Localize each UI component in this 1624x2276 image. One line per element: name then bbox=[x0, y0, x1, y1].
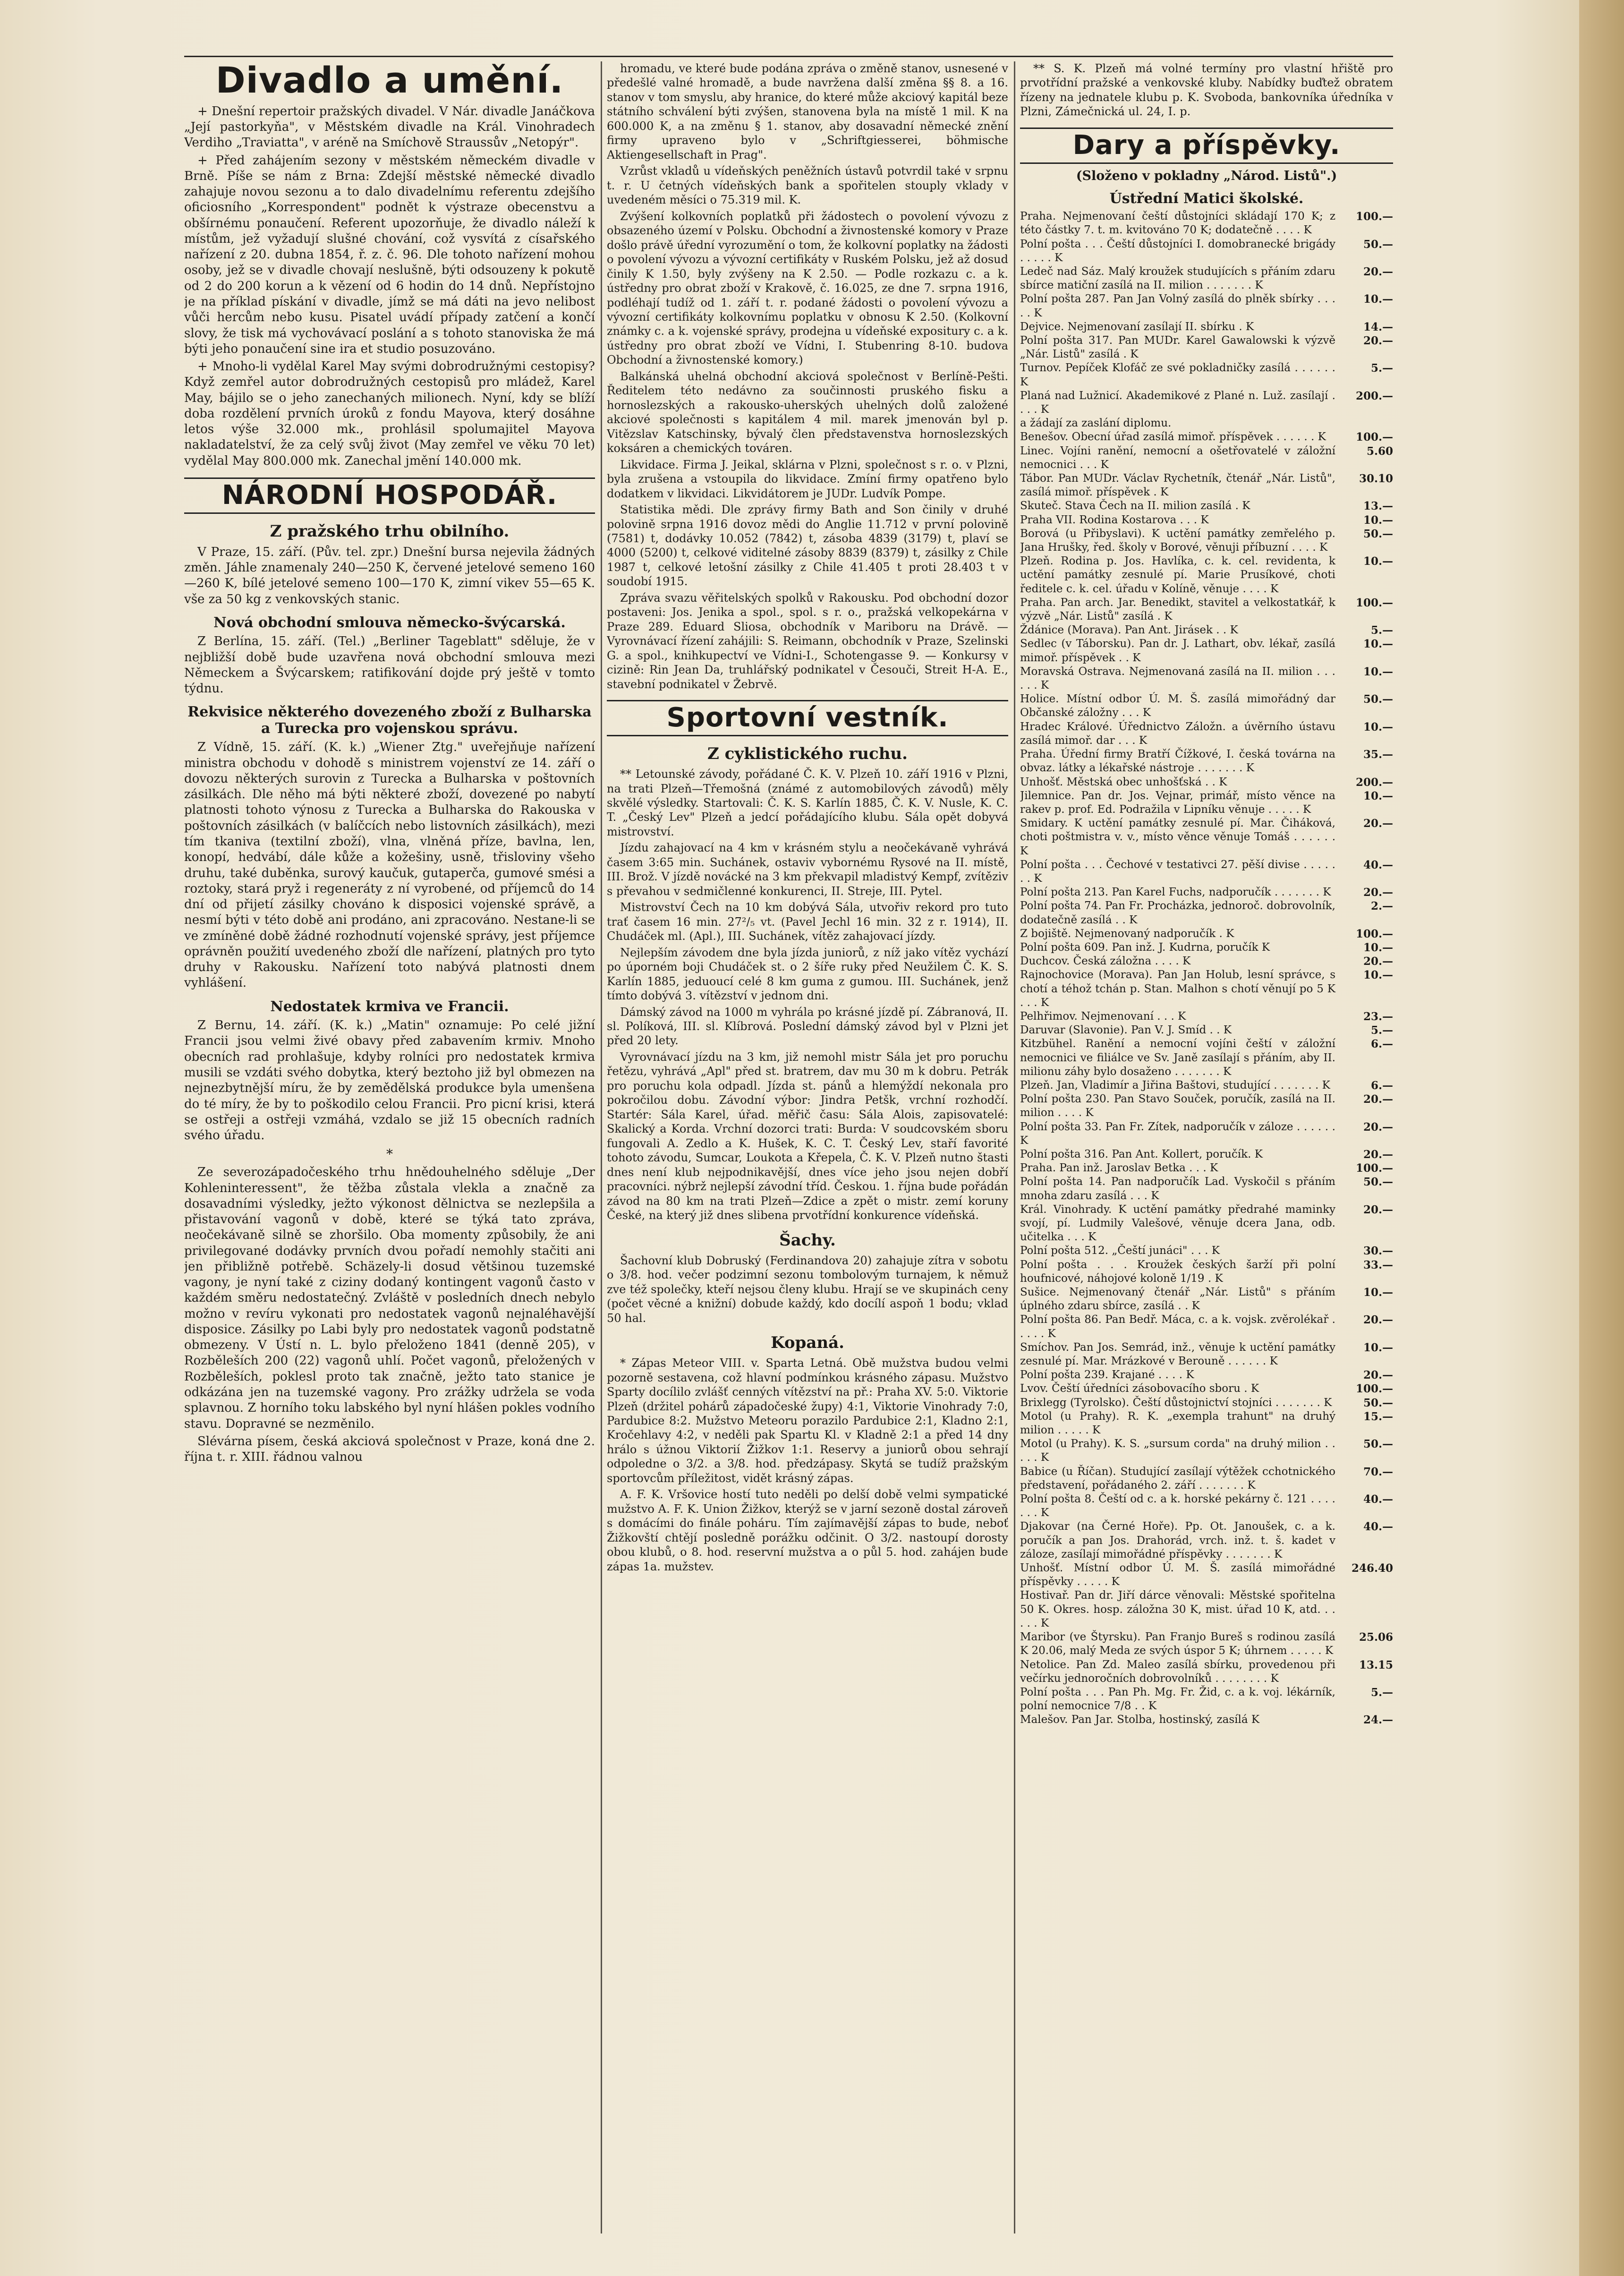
donation-text: Djakovar (na Černé Hoře). Pp. Ot. Janoušek, c. a k. poručík a pan Jos. Drahorád, vrch. inž. t. š. kadet v záloze, zasílají mimořádné příspěvky . . . . . . . K bbox=[1020, 1520, 1335, 1560]
donation-text: Polní pošta 14. Pan nadporučík Lad. Vyskočil s přáním mnoha zdaru zasílá . . . K bbox=[1020, 1176, 1335, 1202]
donation-amount: 10.— bbox=[1363, 720, 1393, 733]
donation-text: Polní pošta 230. Pan Stavo Souček, poručík, zasílá na II. milion . . . . K bbox=[1020, 1093, 1335, 1119]
article-paragraph: Z Berlína, 15. září. (Tel.) „Berliner Tageblatt" sděluje, že v nejbližší době bude uzavřena nová obchodní smlouva mezi Německem a Švýcarskem; ratifikování dojde prý ještě v tomto týdnu. bbox=[184, 634, 595, 696]
donation-entry bbox=[1020, 927, 1393, 941]
donation-amount: 6.— bbox=[1370, 1038, 1393, 1051]
donation-amount: 10.— bbox=[1363, 941, 1393, 954]
donation-amount: 13.15 bbox=[1359, 1658, 1393, 1671]
article-paragraph: A. F. K. Vršovice hostí tuto neděli po delší době velmi sympatické mužstvo A. F. K. Union Žižkov, kterýž se v jarní sezoně dostal zároveň s domácími do finále poháru. Tím zajímavější zápas to bude, neboť Žižkovští chtějí posledně porážku odčinit. O 3/2. nastoupí dorosty obou klubů, o 8. hod. reservní mužstva a o půl 5. hod. zahájen bude zápas 1a. mužstev. bbox=[607, 1488, 1008, 1573]
donation-entry bbox=[1020, 361, 1393, 389]
donation-amount: 20.— bbox=[1363, 1148, 1393, 1161]
donation-entry bbox=[1020, 1023, 1393, 1037]
donation-text: Motol (u Prahy). R. K. „exempla trahunt" na druhý milion . . . . . K bbox=[1020, 1410, 1335, 1437]
donation-entry bbox=[1020, 265, 1393, 292]
donation-amount: 20.— bbox=[1363, 817, 1393, 830]
donation-text: Lvov. Čeští úředníci zásobovacího sboru . K bbox=[1020, 1382, 1259, 1395]
article-paragraph: Dámský závod na 1000 m vyhrála po krásné jízdě pí. Zábranová, II. sl. Políková, III. sl. Klíbrová. Poslední dámský závod byl v Plzni jet před 20 lety. bbox=[607, 1005, 1008, 1048]
donation-text: Polní pošta 86. Pan Bedř. Máca, c. a k. vojsk. zvěrolékař . . . . . K bbox=[1020, 1313, 1335, 1340]
donation-text: Smidary. K uctění památky zesnulé pí. Mar. Čiháková, choti poštmistra v. v., místo věnce věnuje Tomáš . . . . . . K bbox=[1020, 817, 1335, 857]
article-paragraph: Balkánská uhelná obchodní akciová společnost v Berlíně-Pešti. Ředitelem této nedávno za součinnosti pruského fisku a hornoslezských a rakousko-uherských uhelných dolů založené akciové společnosti s kapitálem 4 mil. marek jmenován byl p. Vitězslav Katschinsky, bývalý člen představenstva hornoslezských koksáren a chemických továren. bbox=[607, 369, 1008, 455]
donation-amount: 20.— bbox=[1363, 1313, 1393, 1327]
donation-entry bbox=[1020, 1520, 1393, 1561]
article-heading: Nová obchodní smlouva německo-švýcarská. bbox=[213, 614, 566, 631]
article-heading: Rekvisice některého dovezeného zboží z Bulharska a Turecka pro vojenskou správu. bbox=[187, 704, 592, 737]
donation-amount: 30.10 bbox=[1359, 472, 1393, 486]
donation-entry bbox=[1020, 1161, 1393, 1175]
donation-text: Polní pošta 239. Krajané . . . . K bbox=[1020, 1369, 1194, 1381]
donation-text: Skuteč. Stava Čech na II. milion zasílá . K bbox=[1020, 500, 1250, 512]
donation-text: Polní pošta 213. Pan Karel Fuchs, nadporučík . . . . . . . K bbox=[1020, 886, 1331, 899]
donation-amount: 5.60 bbox=[1366, 444, 1393, 458]
donation-text: Král. Vinohrady. K uctění památky předrahé maminky svojí, pí. Ludmily Valešové, věnuje dcera Jana, odb. učitelka . . . K bbox=[1020, 1203, 1335, 1244]
article-heading: Šachy. bbox=[779, 1230, 836, 1250]
donation-entry bbox=[1020, 1037, 1393, 1079]
donation-amount: 30.— bbox=[1363, 1245, 1393, 1258]
donation-text: Kitzbühel. Ranění a nemocní vojíni čeští v záložní nemocnici ve filiálce ve Sv. Janě zasílají s přáním, aby II. milionu záhy bylo dosaženo . . . . . . . K bbox=[1020, 1038, 1335, 1078]
donation-entry bbox=[1020, 1203, 1393, 1245]
article-paragraph: Zpráva svazu věřitelských spolků v Rakousku. Pod obchodní dozor postaveni: Jos. Jenika a spol., spol. s r. o., pražská velkopekárna v Praze 289. Eduard Sliosa, obchodník v Mariboru na Drávě. — Vyrovnávací řízení zahájili: S. Reimann, obchodník v Praze, Szelinski G. a spol., knihkupectví ve Vídni-I., Schotengasse 9. — Konkursy v cizině: Rin Jean Da, truhlářský podnikatel v Česouči, Streit H-A. E., stavební podnikatel v Žebrvě. bbox=[607, 591, 1008, 691]
article-heading: Z cyklistického ruchu. bbox=[707, 744, 908, 763]
donation-text: Polní pošta 74. Pan Fr. Procházka, jednoroč. dobrovolník, dodatečně zasílá . . K bbox=[1020, 900, 1335, 926]
column-rule bbox=[601, 61, 602, 2233]
donation-amount: 5.— bbox=[1370, 624, 1393, 637]
donation-amount: 20.— bbox=[1363, 1369, 1393, 1382]
article-paragraph: Nejlepším závodem dne byla jízda juniorů, z níž jako vítěz vychází po úporném boji Chudáček st. o 2 šíře ruky před Neužilem Č. K. S. Karlín 1885, jeduoucí celé 8 km guma z gumou. III. Suchánek, jenž tímto dobývá 3. vítězství v jednom dni. bbox=[607, 946, 1008, 1003]
donation-text: Praha. Pan arch. Jar. Benedikt, stavitel a velkostatkář, k výzvě „Nár. Listů" zasílá . K bbox=[1020, 596, 1335, 623]
article-heading: Ústřední Matici školské. bbox=[1109, 190, 1304, 207]
donation-amount: 100.— bbox=[1355, 210, 1393, 223]
section-subheading: (Složeno v pokladny „Národ. Listů".) bbox=[1076, 168, 1337, 183]
donation-text: Rajnochovice (Morava). Pan Jan Holub, lesní správce, s chotí a téhož tchán p. Stan. Malhon s chotí věnují po 5 K . . . K bbox=[1020, 969, 1335, 1009]
donation-amount: 2.— bbox=[1370, 900, 1393, 913]
article-heading: Kopaná. bbox=[771, 1333, 844, 1353]
donation-entry bbox=[1020, 623, 1393, 637]
donation-text: Netolice. Pan Zd. Maleo zasílá sbírku, provedenou při večírku jednoročních dobrovolníků . . . . . . . . K bbox=[1020, 1658, 1335, 1685]
donation-text: Praha. Pan inž. Jaroslav Betka . . . K bbox=[1020, 1162, 1218, 1175]
donation-amount: 33.— bbox=[1363, 1258, 1393, 1271]
donation-entry bbox=[1020, 1286, 1393, 1313]
donation-amount: 35.— bbox=[1363, 748, 1393, 761]
donation-text: Unhošť. Místní odbor Ú. M. Š. zasílá mimořádné příspěvky . . . . . K bbox=[1020, 1562, 1335, 1588]
donation-entry bbox=[1020, 955, 1393, 968]
donation-text: Praha. Nejmenovaní čeští důstojníci skládají 170 K; z této částky 7. t. m. kvitováno 70 K; dodatečně . . . . K bbox=[1020, 210, 1335, 237]
donation-amount: 40.— bbox=[1363, 1493, 1393, 1506]
article-paragraph: * Zápas Meteor VIII. v. Sparta Letná. Obě mužstva budou velmi pozorně sestavena, což hlavní podmínkou krásného zápasu. Mužstvo Sparty docílilo zvlášť cenných vítězství na př.: Praha XV. 5:0. Viktorie Plzeň (držitel pohárů západočeské župy) 4:1, Viktorie Vinohrady 7:0, Pardubice 8:2. Mužstvo Meteoru porazilo Pardubice 2:1, Kladno 2:1, Kročehlavy 4:2, v neděli pak Spartu Kl. v Kladně 2:1 a před 14 dny hrálo s úžnou Viktorií Žižkov 1:1. Reservy a juniorů obou sehrají odpoledne o 3/2. a 3/8. hod. předzápasy. Skytá se tudíž pražským sportovcům příležitost, vidět krásný zápas. bbox=[607, 1356, 1008, 1485]
donation-text: Polní pošta 33. Pan Fr. Zítek, nadporučík v záloze . . . . . . K bbox=[1020, 1120, 1335, 1147]
donation-amount bbox=[1341, 1589, 1393, 1630]
donation-text: Unhošť. Městská obec unhošťská . . K bbox=[1020, 776, 1227, 788]
donation-text: Planá nad Lužnicí. Akademikové z Plané n. Luž. zasílají . . . . K bbox=[1020, 389, 1335, 416]
article-paragraph: + Mnoho-li vydělal Karel May svými dobrodružnými cestopisy? Když zemřel autor dobrodružných cestopisů pro mládež, Karel May, bájilo se o jeho zanechaných milionech. Nyní, kdy se blíží doba rozdělení prvních úroků z fondu Mayova, který dosáhne letos výše 32.000 mk., prohlásil spolumajitel Mayova nakladatelství, že za celý svůj život (May zemřel ve věku 70 let) vydělal May 800.000 mk. Zanechal jmění 140.000 mk. bbox=[184, 359, 595, 468]
donation-entry bbox=[1020, 1244, 1393, 1258]
page-edge bbox=[1579, 0, 1624, 2276]
donation-entry bbox=[1020, 1686, 1393, 1713]
donation-amount: 20.— bbox=[1363, 265, 1393, 278]
donation-amount: 100.— bbox=[1355, 1382, 1393, 1396]
donation-text: Polní pošta . . . Pan Ph. Mg. Fr. Žid, c. a k. voj. lékárník, polní nemocnice 7/8 . . K bbox=[1020, 1686, 1335, 1713]
donation-text: Holice. Místní odbor Ú. M. Š. zasílá mimořádný dar Občanské záložny . . . K bbox=[1020, 693, 1335, 719]
donation-amount: 10.— bbox=[1363, 969, 1393, 982]
donation-entry bbox=[1020, 968, 1393, 1010]
donation-amount: 100.— bbox=[1355, 1162, 1393, 1175]
donation-entry bbox=[1020, 430, 1393, 444]
donation-amount: 50.— bbox=[1363, 693, 1393, 706]
donation-entry bbox=[1020, 1010, 1393, 1023]
donation-entry bbox=[1020, 637, 1393, 665]
article-paragraph: Statistika mědi. Dle zprávy firmy Bath and Son činily v druhé polovině srpna 1916 dovoz mědi do Anglie 11.712 v první polovině (7581) t, dodávky 10.052 (7842) t, zásoba 4839 (3179) t, plaví se 4000 (5200) t, celkové viditelné zásoby 8839 (8379) t, zásilky z Chile 1987 t, celkové letošní zásilky z Chile 41.405 t proti 28.403 t v soudobí 1915. bbox=[607, 503, 1008, 588]
article-paragraph: Slévárna písem, česká akciová společnost v Praze, koná dne 2. října t. r. XIII. řádnou valnou bbox=[184, 1434, 595, 1465]
donation-entry bbox=[1020, 1120, 1393, 1148]
article-paragraph: ** S. K. Plzeň má volné termíny pro vlastní hřiště pro prvotřídní pražské a venkovské kluby. Nabídky buďtež obratem řízeny na jednatele klubu p. K. Svoboda, bankovníka úředníka v Plzni, Zámečnická ul. 24, I. p. bbox=[1020, 62, 1393, 119]
donation-amount: 10.— bbox=[1363, 1286, 1393, 1299]
donation-text: Jilemnice. Pan dr. Jos. Vejnar, primář, místo věnce na rakev p. prof. Ed. Podražila v Lipníku věnuje . . . . . K bbox=[1020, 789, 1335, 816]
donation-entry bbox=[1020, 1368, 1393, 1382]
donation-entry bbox=[1020, 1630, 1393, 1658]
donation-amount: 24.— bbox=[1363, 1713, 1393, 1727]
donation-text: Pelhřimov. Nejmenovaní . . . K bbox=[1020, 1010, 1186, 1023]
donation-amount: 10.— bbox=[1363, 513, 1393, 527]
donation-amount: 246.40 bbox=[1351, 1562, 1393, 1575]
donation-amount: 20.— bbox=[1363, 955, 1393, 968]
donation-amount: 5.— bbox=[1370, 1686, 1393, 1699]
donation-amount: 50.— bbox=[1363, 1176, 1393, 1189]
donation-entry bbox=[1020, 692, 1393, 720]
donation-entry bbox=[1020, 472, 1393, 499]
donation-entry bbox=[1020, 1437, 1393, 1465]
donation-text: Polní pošta 8. Čeští od c. a k. horské pekárny č. 121 . . . . . . . K bbox=[1020, 1493, 1335, 1519]
donation-text: Polní pošta 609. Pan inž. J. Kudrna, poručík K bbox=[1020, 941, 1270, 954]
donation-amount: 200.— bbox=[1355, 389, 1393, 402]
donation-entry bbox=[1020, 1382, 1393, 1396]
donation-entry bbox=[1020, 1313, 1393, 1340]
article-paragraph: ** Letounské závody, pořádané Č. K. V. Plzeň 10. září 1916 v Plzni, na trati Plzeň—Třemošná (známé z automobilových závodů) měly skvělé výsledky. Startovali: Č. K. S. Karlín 1885, Č. K. V. Nusle, K. C. T. „Český Lev" Plzeň a jedcí pořádajícího klubu. Sála opět dobyvá mistrovství. bbox=[607, 767, 1008, 838]
donation-amount: 6.— bbox=[1370, 1079, 1393, 1092]
donation-text: Borová (u Přibyslavi). K uctění památky zemřelého p. Jana Hrušky, řed. školy v Borové, věnuji příbuzní . . . . K bbox=[1020, 527, 1335, 554]
donation-amount: 50.— bbox=[1363, 1438, 1393, 1451]
donation-entry bbox=[1020, 334, 1393, 361]
donation-amount: 10.— bbox=[1363, 555, 1393, 568]
column-3 bbox=[1020, 61, 1393, 2233]
article-paragraph: Jízdu zahajovací na 4 km v krásném stylu a neočekávaně vyhrává časem 3:65 min. Suchánek, ostaviv vybornému Rysové na II. místě, III. Brož. V jízdě novácké na 3 km překvapil mladistvý Kempf, zvítěziv s převahou v sedmičlenné konkurenci, II. Streje, III. Pytel. bbox=[607, 841, 1008, 898]
donation-amount: 100.— bbox=[1355, 596, 1393, 609]
article-paragraph: Z Vídně, 15. září. (K. k.) „Wiener Ztg." uveřejňuje nařízení ministra obchodu v dohodě s ministrem vojenství ze 14. září o dovozu některých surovin z Turecka a Bulharska v poštovních zásilkách. Dle něho má býti některé zboží, dovezené po nabytí platnosti tohoto výnosu z Turecka a Bulharska do Rakouska v poštovních zásilkách (v balíčcích nebo listovních zásilkách), mezi tím tkaniva (textilní zboží), vlna, vlněná příze, bavlna, len, konopí, hedvábí, dále kůže a kožešiny, usně, třisloviny všeho druhu, také duběnka, surový kaučuk, gutaperča, gumové smési a roztoky, stará pryž i regeneráty z ní vyrobené, od příjemců do 14 dní od přijetí zásilky chováno k disposici vojenské správě, a nesmí býti v této době ani prodáno, ani zpracováno. Nestane-li se ve zmíněné době žádné rozhodnutí vojenské správy, jest příjemce oprávněn použití uvedeného zboží dle nařízení, platných pro tyto druhy v Rakousku. Nařízení toto nabývá platnosti dnem vyhlášení. bbox=[184, 740, 595, 990]
donation-amount: 23.— bbox=[1363, 1010, 1393, 1023]
donation-amount: 70.— bbox=[1363, 1465, 1393, 1478]
donation-amount: 5.— bbox=[1370, 362, 1393, 375]
donation-text: Polní pošta 316. Pan Ant. Kollert, poručík. K bbox=[1020, 1148, 1263, 1160]
donation-text: Maribor (ve Štyrsku). Pan Franjo Bureš s rodinou zasílá K 20.06, malý Meda ze svých úspor 5 K; úhrnem . . . . . K bbox=[1020, 1631, 1335, 1657]
donation-entry bbox=[1020, 1258, 1393, 1286]
donation-entry bbox=[1020, 1148, 1393, 1161]
donation-text: Duchcov. Česká záložna . . . . K bbox=[1020, 955, 1191, 968]
donation-amount: 100.— bbox=[1355, 927, 1393, 940]
donation-entry bbox=[1020, 210, 1393, 237]
donation-entry bbox=[1020, 941, 1393, 955]
donation-amount: 40.— bbox=[1363, 1520, 1393, 1534]
donation-entry bbox=[1020, 1396, 1393, 1410]
article-paragraph: + Dnešní repertoir pražských divadel. V Nár. divadle Janáčkova „Její pastorkyňa", v Městském divadle na Král. Vinohradech Verdiho „Traviatta", v aréně na Smíchově Straussův „Netopýr". bbox=[184, 104, 595, 150]
donation-text: Sedlec (v Táborsku). Pan dr. J. Lathart, obv. lékař, zasílá mimoř. příspěvek . . K bbox=[1020, 638, 1335, 664]
donation-entry bbox=[1020, 817, 1393, 858]
donation-text: Polní pošta . . . Čechové v testativci 27. pěší divise . . . . . . . K bbox=[1020, 858, 1335, 885]
donation-entry bbox=[1020, 320, 1393, 334]
article-paragraph: Vzrůst vkladů u vídeňských peněžních ústavů potvrdil také v srpnu t. r. U četných vídeňských bank a spořitelen stouply vklady v uvedeném měsíci o 75.319 mil. K. bbox=[607, 164, 1008, 207]
donation-entry bbox=[1020, 1079, 1393, 1092]
donation-amount: 10.— bbox=[1363, 638, 1393, 651]
column-rule bbox=[1014, 61, 1015, 2233]
donation-entry bbox=[1020, 858, 1393, 886]
donation-amount: 100.— bbox=[1355, 431, 1393, 444]
article-paragraph: Likvidace. Firma J. Jeikal, sklárna v Plzni, společnost s r. o. v Plzni, byla zrušena a vstoupila do likvidace. Zmíní firmy opatřeno bylo dodatkem v likvidaci. Likvidátorem je JUDr. Ludvík Pompe. bbox=[607, 458, 1008, 500]
donation-amount: 50.— bbox=[1363, 527, 1393, 540]
donation-text: Hradec Králové. Úřednictvo Záložn. a úvěrního ústavu zasílá mimoř. dar . . . K bbox=[1020, 720, 1335, 747]
section-heading-dary: Dary a příspěvky. bbox=[1020, 128, 1393, 164]
article-heading: Z pražského trhu obilního. bbox=[270, 521, 510, 541]
donation-text: Plzeň. Rodina p. Jos. Havlíka, c. k. cel. revidenta, k uctění památky zesnulé pí. Marie Prusíkové, choti ředitele c. k. cel. úřadu v Kolíně, věnuje . . . . K bbox=[1020, 555, 1335, 595]
donation-entry bbox=[1020, 513, 1393, 527]
donation-amount: 20.— bbox=[1363, 886, 1393, 899]
article-paragraph: Zvýšení kolkovních poplatků při žádostech o povolení vývozu z obsazeného území v Polsku. Obchodní a živnostenské komory v Praze došlo právě úřední vyrozumění o tom, že kolkovní poplatky na žádosti o povolení vývozu a vývozní certifikáty v Ruském Polsku, jež až dosud činily K 1.50, byly zvýšeny na K 2.50. — Podle rozkazu c. a k. ústředny pro obrat zboží v Krakově, č. 16.025, ze dne 7. srpna 1916, podléhají tudíž od 1. září t. r. podané žádosti o povolení vývozu a vývozní certifikáty kolkovnímu poplatku v obnosu K 2.50. (Kolkovní známky c. a k. vojenské správy, prodejna u vídeňské expositury c. a k. ústředny pro obrat zboží ve Vídni, I. Stubenring 8-10. budova Obchodní a živnostenské komory.) bbox=[607, 209, 1008, 367]
separator-star: * bbox=[386, 1146, 393, 1162]
donation-text: Motol (u Prahy). K. S. „sursum corda" na druhý milion . . . . . K bbox=[1020, 1438, 1335, 1464]
section-heading-sport: Sportovní vestník. bbox=[607, 700, 1008, 736]
donation-text: a žádají za zaslání diplomu. bbox=[1020, 417, 1172, 430]
donation-text: Praha VII. Rodina Kostarova . . . K bbox=[1020, 513, 1209, 526]
donation-text: Tábor. Pan MUDr. Václav Rychetník, čtenář „Nár. Listů", zasílá mimoř. příspěvek . K bbox=[1020, 472, 1335, 499]
donation-text: Z bojiště. Nejmenovaný nadporučík . K bbox=[1020, 927, 1234, 940]
column-1 bbox=[184, 61, 595, 2233]
article-paragraph: hromadu, ve které bude podána zpráva o změně stanov, usnesené v předešlé valné hromadě, a bude navržena další změna §§ 8. a 16. stanov v tom smyslu, aby hranice, do které může akciový kapitál beze státního schválení býti zvýšen, stanovena byla na místě 1 mil. K na 600.000 K, a na změnu § 1. stanov, aby dosavadní německé znění firmy upraveno bylo v „Schriftgiesserei, böhmische Aktiengesellschaft in Prag". bbox=[607, 62, 1008, 162]
donation-entry bbox=[1020, 527, 1393, 554]
article-paragraph: Ze severozápadočeského trhu hnědouhelného sděluje „Der Kohleninteressent", že těžba zůstala vlekla a značně za dosavadními výsledky, ježto výkonost dělnictva se nezlepšila a přistavování vagonů v době, které se týká tato zpráva, neočekávaně silně se zhoršilo. Oba momenty způsobily, že ani privilegované dodávky prvních dvou pořadí nemohly stačiti ani jen přibližně potřebě. Schäzely-li dosud většinou tuzemské vagony, je nyní také z ciziny dodaný kontingent vagonů často v každém směru nedostatečný. Zvláště v posledních dnech nebylo možno v revíru vykonati pro nedostatek vagonů nejnaléhavější disposice. Zásilky po Labi byly pro nedostatek vagonů podstatně obmezeny. V Ústí n. L. bylo přeloženo 1841 (denně 205), v Rozběleších 200 (22) vagonů uhlí. Počet vagonů, přeložených v Rozběleších, poklesl proto tak značně, ježto tato stanice je odkázána jen na tuzemské vagony. Pro zrážky udržela se voda splavnou. Z horního toku labského byl nyní hlášen pokles vodního stavu. Dopravné se nezměnilo. bbox=[184, 1165, 595, 1431]
donation-text: Plzeň. Jan, Vladimír a Jiřina Baštovi, studující . . . . . . . K bbox=[1020, 1079, 1330, 1091]
donation-entry bbox=[1020, 1175, 1393, 1202]
donation-entry bbox=[1020, 596, 1393, 623]
donation-text: Polní pošta . . . Kroužek českých šarží při polní houfnicové, náhojové koloně 1/19 . K bbox=[1020, 1258, 1335, 1285]
donation-text: Benešov. Obecní úřad zasílá mimoř. příspěvek . . . . . . K bbox=[1020, 431, 1326, 443]
article-heading: Nedostatek krmiva ve Francii. bbox=[270, 998, 509, 1015]
donation-entry bbox=[1020, 1092, 1393, 1120]
donation-entry bbox=[1020, 292, 1393, 320]
donation-text: Brixlegg (Tyrolsko). Čeští důstojnictví stojníci . . . . . . . K bbox=[1020, 1396, 1332, 1409]
donation-entry bbox=[1020, 720, 1393, 748]
donation-text: Malešov. Pan Jar. Stolba, hostinský, zasílá K bbox=[1020, 1713, 1260, 1726]
donation-text: Polní pošta . . . Čeští důstojníci I. domobranecké brigády . . . . . K bbox=[1020, 238, 1335, 264]
section-heading-hospodar: NÁRODNÍ HOSPODÁŘ. bbox=[184, 477, 595, 514]
article-paragraph: + Před zahájením sezony v městském německém divadle v Brně. Píše se nám z Brna: Zdejší městské německé divadlo zahajuje novou sezonu a to dalo divadelnímu referentu zdejšího oficiosního „Korrespondent" podnět k výstraze obecenstvu a obšírnému ponaučení. Referent upozorňuje, že divadlo náleží k místům, jež vyžadují slušné chování, což vysvítá z císařského nařízení z 20. dubna 1854, ř. z. č. 96. Dle tohoto nařízení mohou osoby, jež se v divadle chovají neslušně, býti odsouzeny k pokutě od 2 do 200 korun a k vězení od 6 hodin do 14 dnů. Nepřístojno je na příklad pískání v divadle, jímž se má dáti na jevo nelibost vůči hercům nebo kusu. Pisatel uvádí případy zatčení a končí slovy, že tisk má vychovávací poslání a s tohoto stanoviska že má býti jeho ponaučení sine ira et studio posuzováno. bbox=[184, 153, 595, 356]
donation-entry bbox=[1020, 1589, 1393, 1630]
donation-amount: 10.— bbox=[1363, 1341, 1393, 1354]
donation-amount: 10.— bbox=[1363, 665, 1393, 678]
donation-list bbox=[1020, 210, 1393, 1727]
donation-text: Dejvice. Nejmenovaní zasílají II. sbírku . K bbox=[1020, 320, 1254, 333]
donation-amount: 20.— bbox=[1363, 334, 1393, 347]
donation-amount: 15.— bbox=[1363, 1410, 1393, 1423]
donation-entry bbox=[1020, 1465, 1393, 1492]
donation-amount bbox=[1341, 417, 1393, 430]
donation-entry bbox=[1020, 1410, 1393, 1437]
donation-amount: 14.— bbox=[1363, 320, 1393, 333]
donation-entry bbox=[1020, 1341, 1393, 1368]
donation-entry bbox=[1020, 499, 1393, 513]
donation-amount: 20.— bbox=[1363, 1093, 1393, 1106]
column-2 bbox=[607, 61, 1008, 2233]
donation-text: Babice (u Říčan). Studující zasílají výtěžek cchotnického představení, pořádaného 2. září . . . . . . . K bbox=[1020, 1465, 1335, 1492]
donation-text: Sušice. Nejmenovaný čtenář „Nár. Listů" s přáním úplného zdaru sbírce, zasílá . . K bbox=[1020, 1286, 1335, 1313]
donation-amount: 10.— bbox=[1363, 293, 1393, 306]
donation-amount: 50.— bbox=[1363, 238, 1393, 251]
article-paragraph: Z Bernu, 14. září. (K. k.) „Matin" oznamuje: Po celé jižní Francii jsou velmi živé obavy před zabavením krmiv. Mnoho obecních rad prohlašuje, kdyby rolníci pro nedostatek krmiva musili se vzdáti svého dobytka, který beztoho již byl obmezen na nejnezbytnější míru, že by zemědělská produkce byla umenšena do té míry, že by to poškodilo celou Francii. Pro picní krisi, která se ostřeji a ostřeji vzmáhá, vzdalo se již 15 obecních radních svého úřadu. bbox=[184, 1018, 595, 1143]
donation-text: Moravská Ostrava. Nejmenovaná zasílá na II. milion . . . . . . K bbox=[1020, 665, 1335, 692]
donation-amount: 200.— bbox=[1355, 776, 1393, 789]
donation-amount: 20.— bbox=[1363, 1120, 1393, 1134]
donation-text: Hostivař. Pan dr. Jiří dárce věnovali: Městské spořitelna 50 K. Okres. hosp. záložna 30 K, mist. úřad 10 K, atd. . . . . . K bbox=[1020, 1589, 1335, 1629]
donation-entry bbox=[1020, 444, 1393, 472]
donation-entry bbox=[1020, 748, 1393, 775]
donation-entry bbox=[1020, 899, 1393, 927]
donation-entry bbox=[1020, 1561, 1393, 1589]
donation-text: Turnov. Pepíček Klofáč ze své pokladničky zasílá . . . . . . K bbox=[1020, 362, 1335, 388]
donation-entry bbox=[1020, 1658, 1393, 1686]
donation-amount: 10.— bbox=[1363, 789, 1393, 802]
article-paragraph: Mistrovství Čech na 10 km dobývá Sála, utvořiv rekord pro tuto trať časem 16 min. 27²/₅ vt. (Pavel Jechl 16 min. 32 z r. 1914), II. Chudáček ml. (Apl.), III. Suchánek, vítěz zahajovací jízdy. bbox=[607, 901, 1008, 943]
donation-text: Polní pošta 317. Pan MUDr. Karel Gawalowski k výzvě „Nár. Listů" zasílá . K bbox=[1020, 334, 1335, 361]
donation-amount: 13.— bbox=[1363, 500, 1393, 513]
section-heading-divadlo: Divadlo a umění. bbox=[215, 61, 564, 101]
donation-entry bbox=[1020, 417, 1393, 430]
article-paragraph: Šachovní klub Dobruský (Ferdinandova 20) zahajuje zítra v sobotu o 3/8. hod. večer podzimní sezonu tombolovým turnajem, k němuž zve též společky, kteří nejsou členy klubu. Hrají se ve skupinách ceny (počet věcné a knižní) dobude každý, kdo docílí aspoň 1 bodu; vklad 50 hal. bbox=[607, 1253, 1008, 1325]
donation-entry bbox=[1020, 389, 1393, 417]
donation-entry bbox=[1020, 665, 1393, 692]
donation-amount: 20.— bbox=[1363, 1203, 1393, 1216]
donation-entry bbox=[1020, 1713, 1393, 1727]
donation-text: Ledeč nad Sáz. Malý kroužek studujících s přáním zdaru sbírce matiční zasílá na II. milion . . . . . . . K bbox=[1020, 265, 1335, 292]
article-paragraph: Vyrovnávací jízdu na 3 km, již nemohl mistr Sála jet pro poruchu řetězu, vyhrává „Apl" před st. bratrem, dav mu 30 m k dobru. Petrák pro poruchu kola odpadl. Jízda st. pánů a hlemýždí nekonala pro pokročilou dobu. Závodní výbor: Jindra Petšk, vrchní rozhodčí. Startér: Sála Karel, úřad. měřič času: Sála Alois, zapisovatelé: Skalický a Korda. Vrchní dozorci trati: Burda: V soudcovském sboru fungovali A. Zedlo a K. Hušek, K. C. T. Český Lev, staří favorité tohoto závodu, Sumcar, Loukota a Křepela, Č. K. V. Plzeň nutno štasti dnes není klub nejpodnikavější, dnes více jeho jsou nejen dobří pracovníci. nýbrž nejlepší závodní tříd. Českou. 1. října bude pořádán závod na 80 km na trati Plzeň—Zdice a zpět o mistr. zemí koruny České, na který již dnes slibena prvotřídní konkurence vídeňská. bbox=[607, 1050, 1008, 1222]
top-rule bbox=[184, 56, 1393, 57]
donation-text: Smíchov. Pan Jos. Semrád, inž., věnuje k uctění památky zesnulé pí. Mar. Mrázkové v Berouně . . . . . . K bbox=[1020, 1341, 1335, 1368]
donation-text: Polní pošta 512. „Čeští junáci" . . . K bbox=[1020, 1245, 1220, 1257]
donation-text: Ždánice (Morava). Pan Ant. Jirásek . . K bbox=[1020, 624, 1238, 637]
donation-entry bbox=[1020, 789, 1393, 817]
donation-amount: 5.— bbox=[1370, 1024, 1393, 1037]
donation-amount: 50.— bbox=[1363, 1396, 1393, 1409]
donation-text: Praha. Úřední firmy Bratří Čížkové, I. česká továrna na obvaz. látky a lékařské nástroje . . . . . . . K bbox=[1020, 748, 1335, 775]
donation-amount: 25.06 bbox=[1359, 1631, 1393, 1644]
donation-entry bbox=[1020, 238, 1393, 265]
donation-entry bbox=[1020, 776, 1393, 789]
donation-entry bbox=[1020, 1492, 1393, 1520]
donation-entry bbox=[1020, 886, 1393, 899]
donation-amount: 40.— bbox=[1363, 858, 1393, 871]
donation-text: Daruvar (Slavonie). Pan V. J. Smíd . . K bbox=[1020, 1024, 1232, 1037]
donation-text: Polní pošta 287. Pan Jan Volný zasílá do plněk sbírky . . . . . K bbox=[1020, 293, 1335, 319]
donation-entry bbox=[1020, 554, 1393, 596]
article-paragraph: V Praze, 15. září. (Pův. tel. zpr.) Dnešní bursa nejevila žádných změn. Jáhle znamenaly 240—250 K, červené jetelové semeno 160—260 K, bílé jetelové semeno 100—170 K, zimní vikev 55—65 K. vše za 50 kg z venkovských stanic. bbox=[184, 545, 595, 606]
donation-text: Linec. Vojíni ranění, nemocní a ošetřovatelé v záložní nemocnici . . . K bbox=[1020, 444, 1335, 471]
